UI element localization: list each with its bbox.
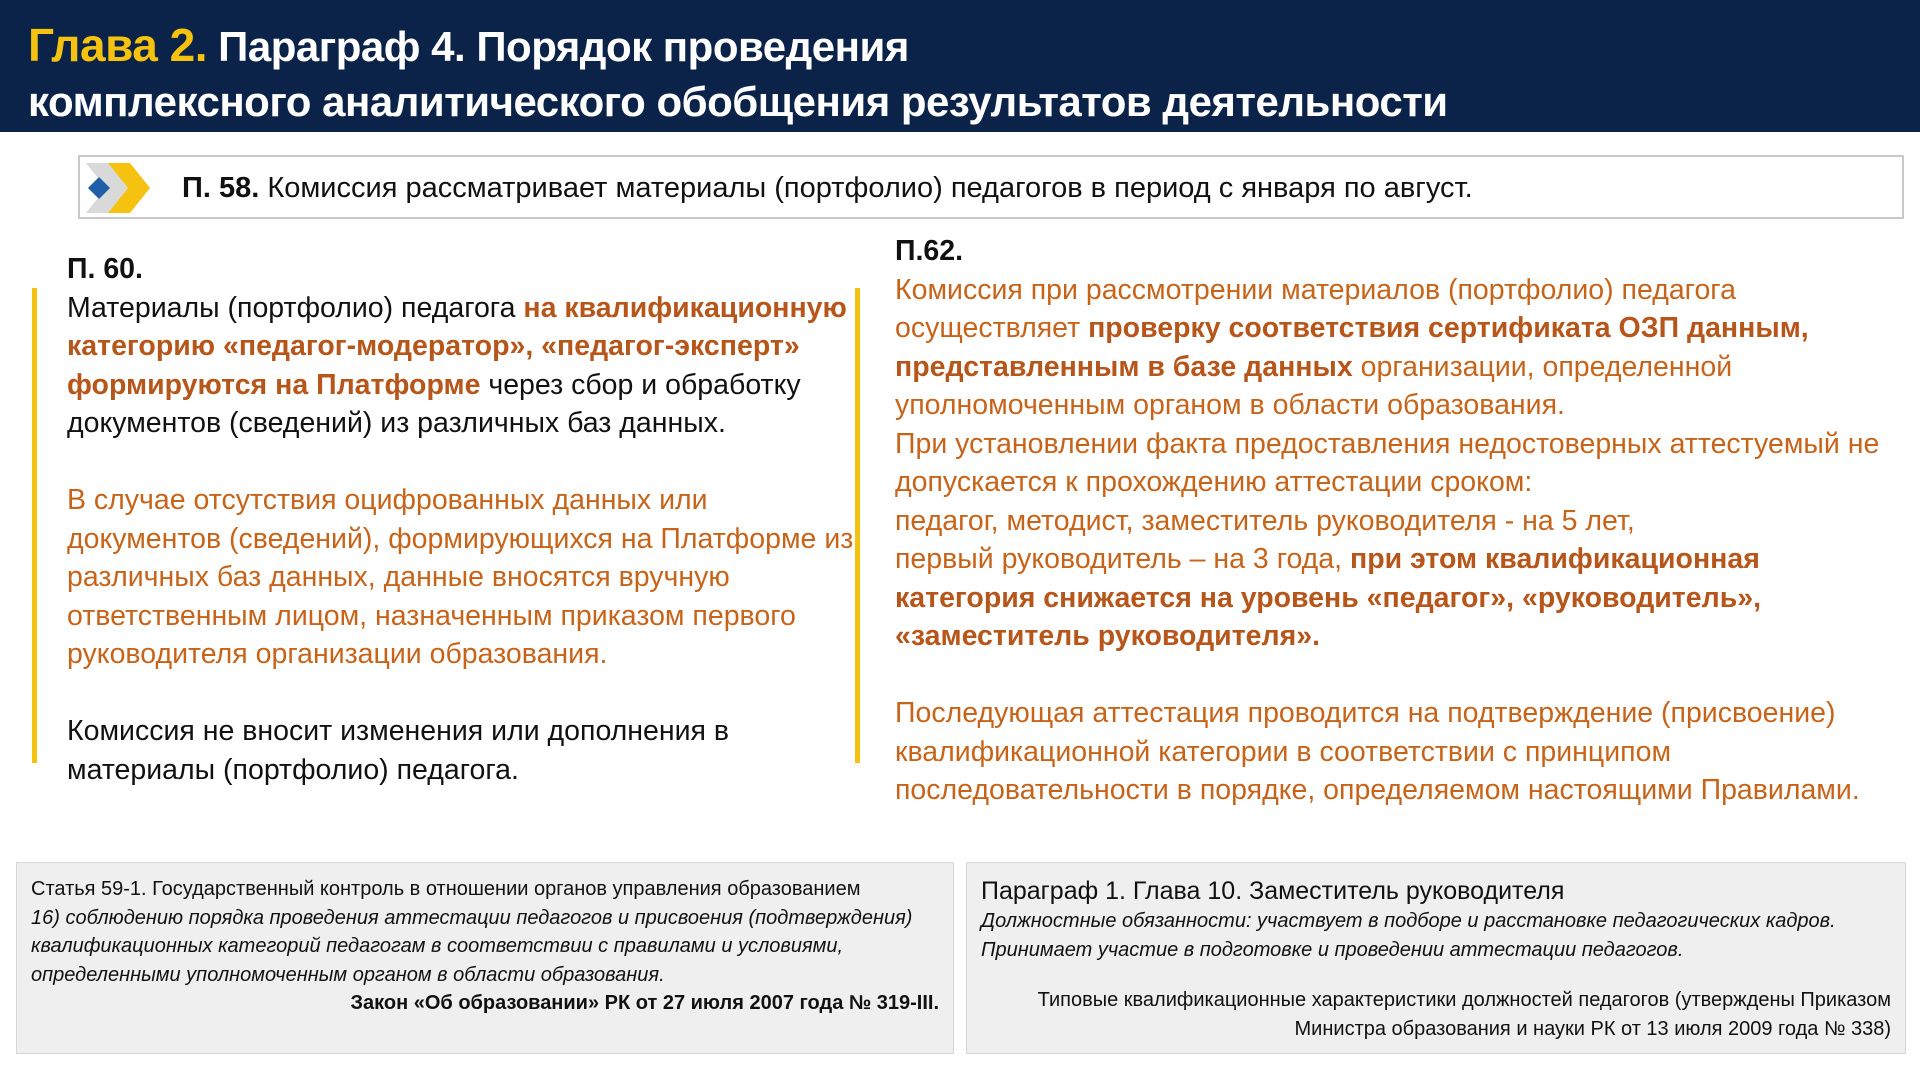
- p58-body: Комиссия рассматривает материалы (портфолио) педагогов в период с января по август.: [267, 172, 1473, 204]
- right-para4-highlight: при этом квалификационная категория снижается на уровень «педагог», «руководитель», «заместитель руководителя».: [895, 543, 1762, 652]
- right-para4: [895, 540, 1895, 656]
- right-column: [895, 232, 1895, 810]
- p58-callout: [78, 155, 1904, 219]
- footer-left-source: Закон «Об образовании» РК от 27 июля 2007 года № 319-III.: [350, 992, 939, 1014]
- footer-left-heading: Статья 59-1. Государственный контроль в отношении органов управления образованием: [31, 878, 861, 900]
- footer-left-box: [16, 862, 954, 1054]
- left-para3: Комиссия не вносит изменения или дополнения в материалы (портфолио) педагога.: [67, 715, 730, 786]
- right-para1-highlight: проверку соответствия сертификата ОЗП данным, представленным в базе данных: [895, 312, 1809, 383]
- footer-right-heading: Параграф 1. Глава 10. Заместитель руководителя: [981, 877, 1565, 905]
- right-para2: При установлении факта предоставления недостоверных аттестуемый не допускается к прохождению аттестации сроком:: [895, 427, 1880, 498]
- header-title-line1: [28, 18, 909, 72]
- p58-text: [182, 172, 1473, 205]
- footer-right-source: Типовые квалификационные характеристики должностей педагогов (утверждены Приказом Министра образования и науки РК от 13 июля 2009 года № 338): [1037, 989, 1891, 1040]
- footer-left-italic: 16) соблюдению порядка проведения аттестации педагогов и присвоения (подтверждения) квалификационных категорий педагогам в соответствии с правилами и условиями, определенными уполномоченным органом в области образования.: [31, 906, 913, 986]
- right-title: П.62.: [895, 235, 964, 267]
- footer-right-italic: Должностные обязанности: участвует в подборе и расстановке педагогических кадров. Принимает участие в подготовке и проведении аттестации педагогов.: [981, 910, 1836, 961]
- right-para1-text: Комиссия при рассмотрении материалов (портфолио) педагога осуществляет: [895, 273, 1736, 344]
- right-para5: Последующая аттестация проводится на подтверждение (присвоение) квалификационной категории в соответствии с принципом последовательности в порядке, определяемом настоящими Правилами.: [895, 697, 1860, 806]
- left-para1: [67, 289, 857, 443]
- paragraph-title: Параграф 4. Порядок проведения: [218, 23, 909, 70]
- left-para1-highlight: на квалификационную категорию «педагог-модератор», «педагог-эксперт» формируются на Платформе: [67, 291, 847, 401]
- footer-right-box: [966, 862, 1906, 1054]
- chevron-arrows-icon: [86, 163, 166, 213]
- left-column: [67, 250, 857, 789]
- left-para1-text: Материалы (портфолио) педагога: [67, 291, 524, 324]
- right-para3: педагог, методист, заместитель руководителя - на 5 лет,: [895, 504, 1635, 537]
- left-para2: В случае отсутствия оцифрованных данных или документов (сведений), формирующихся на Платформе из различных баз данных, данные вносятся вручную ответственным лицом, назначенным приказом первого руководителя организации образования.: [67, 484, 854, 670]
- left-title: П. 60.: [67, 253, 143, 285]
- left-para1-tail: через сбор и обработку документов (сведений) из различных баз данных.: [67, 368, 801, 439]
- p58-label: П. 58.: [182, 172, 260, 204]
- header-title-line2: комплексного аналитического обобщения результатов деятельности: [28, 78, 1448, 125]
- right-para1-tail: организации, определенной уполномоченным органом в области образования.: [895, 350, 1733, 421]
- right-para4-text: первый руководитель – на 3 года,: [895, 543, 1350, 575]
- right-para1: [895, 271, 1895, 425]
- left-accent-bar: [32, 288, 37, 763]
- header-banner: [0, 0, 1920, 132]
- chapter-label: Глава 2.: [28, 19, 207, 71]
